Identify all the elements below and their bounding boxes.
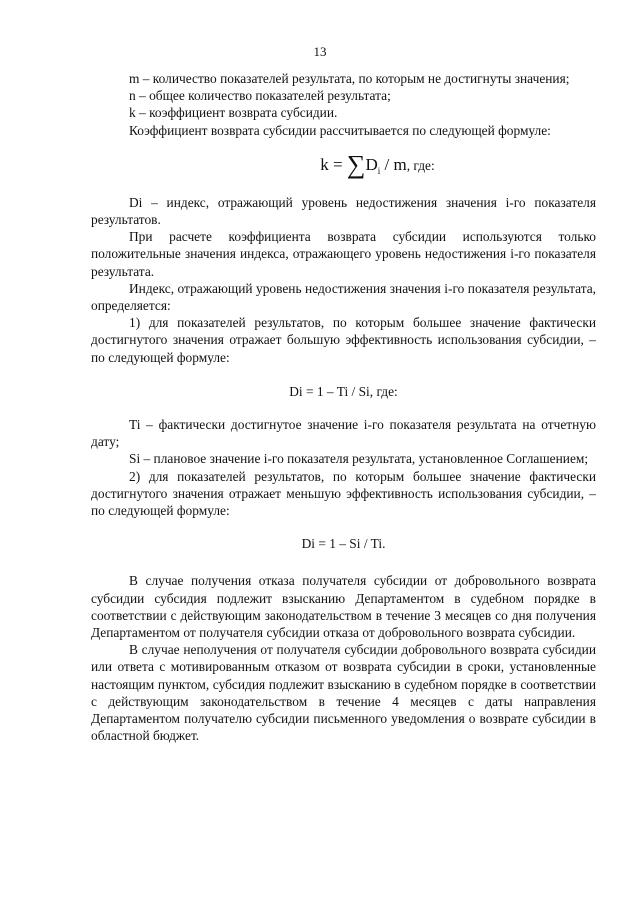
paragraph-ti-definition: Ti – фактически достигнутое значение i-го показателя результата на отчетную дату; bbox=[91, 417, 596, 450]
paragraph-m-definition: m – количество показателей результата, по которым не достигнуты значения; bbox=[129, 71, 570, 86]
formula-k-rest: / m bbox=[380, 154, 407, 174]
formula-d1: Di = 1 – Ti / Si, где: bbox=[289, 383, 398, 399]
paragraph-positive-values: При расчете коэффициента возврата субсидии используются только положительные значения индекса, отражающего уровень недостижения i-го показателя результата. bbox=[91, 229, 596, 279]
paragraph-index-intro: Индекс, отражающий уровень недостижения значения i-го показателя результата, определяется: bbox=[91, 280, 596, 314]
page-number: 13 bbox=[313, 44, 327, 59]
document-body bbox=[91, 70, 596, 745]
formula-k-subscript: i bbox=[377, 165, 381, 176]
paragraph-non-receipt: В случае неполучения от получателя субсидии добровольного возврата субсидии или ответа с мотивированным отказом от возврата субсидии в сроки, установленные настоящим пунктом, субсидия подлежит взысканию в судебном порядке в соответствии с действующим законодательством в течение 4 месяцев с даты направления Департаментом получателю субсидии письменного уведомления о возврате субсидии в областной бюджет. bbox=[91, 642, 596, 744]
sum-symbol: ∑ bbox=[346, 149, 366, 179]
formula-k-where: , где: bbox=[406, 157, 435, 173]
paragraph-si-definition: Si – плановое значение i-го показателя результата, установленное Соглашением; bbox=[129, 451, 589, 467]
formula-k-lhs: k = bbox=[320, 154, 347, 174]
formula-k bbox=[91, 149, 596, 179]
paragraph-formula-intro: Коэффициент возврата субсидии рассчитывается по следующей формуле: bbox=[129, 122, 551, 138]
paragraph-refusal: В случае получения отказа получателя субсидии от добровольного возврата субсидии субсидия подлежит взысканию Департаментом в судебном порядке в соответствии с действующим законодательством в течение 3 месяцев со дня получения Департаментом от получателя субсидии отказа от добровольного возврата субсидии. bbox=[91, 573, 596, 641]
paragraph-case-2: 2) для показателей результатов, по которым большее значение фактически достигнутого значения отражает меньшую эффективность использования субсидии, – по следующей формуле: bbox=[91, 468, 596, 519]
paragraph-di-definition: Di – индекс, отражающий уровень недостижения значения i-го показателя результатов. bbox=[91, 194, 596, 228]
formula-d2: Di = 1 – Si / Ti. bbox=[301, 536, 386, 552]
formula-k-d: D bbox=[365, 154, 378, 174]
paragraph-k-definition: k – коэффициент возврата субсидии. bbox=[129, 105, 338, 121]
paragraph-case-1: 1) для показателей результатов, по которым большее значение фактически достигнутого значения отражает большую эффективность использования субсидии, – по следующей формуле: bbox=[91, 315, 596, 365]
paragraph-n-definition: n – общее количество показателей результата; bbox=[129, 88, 391, 104]
